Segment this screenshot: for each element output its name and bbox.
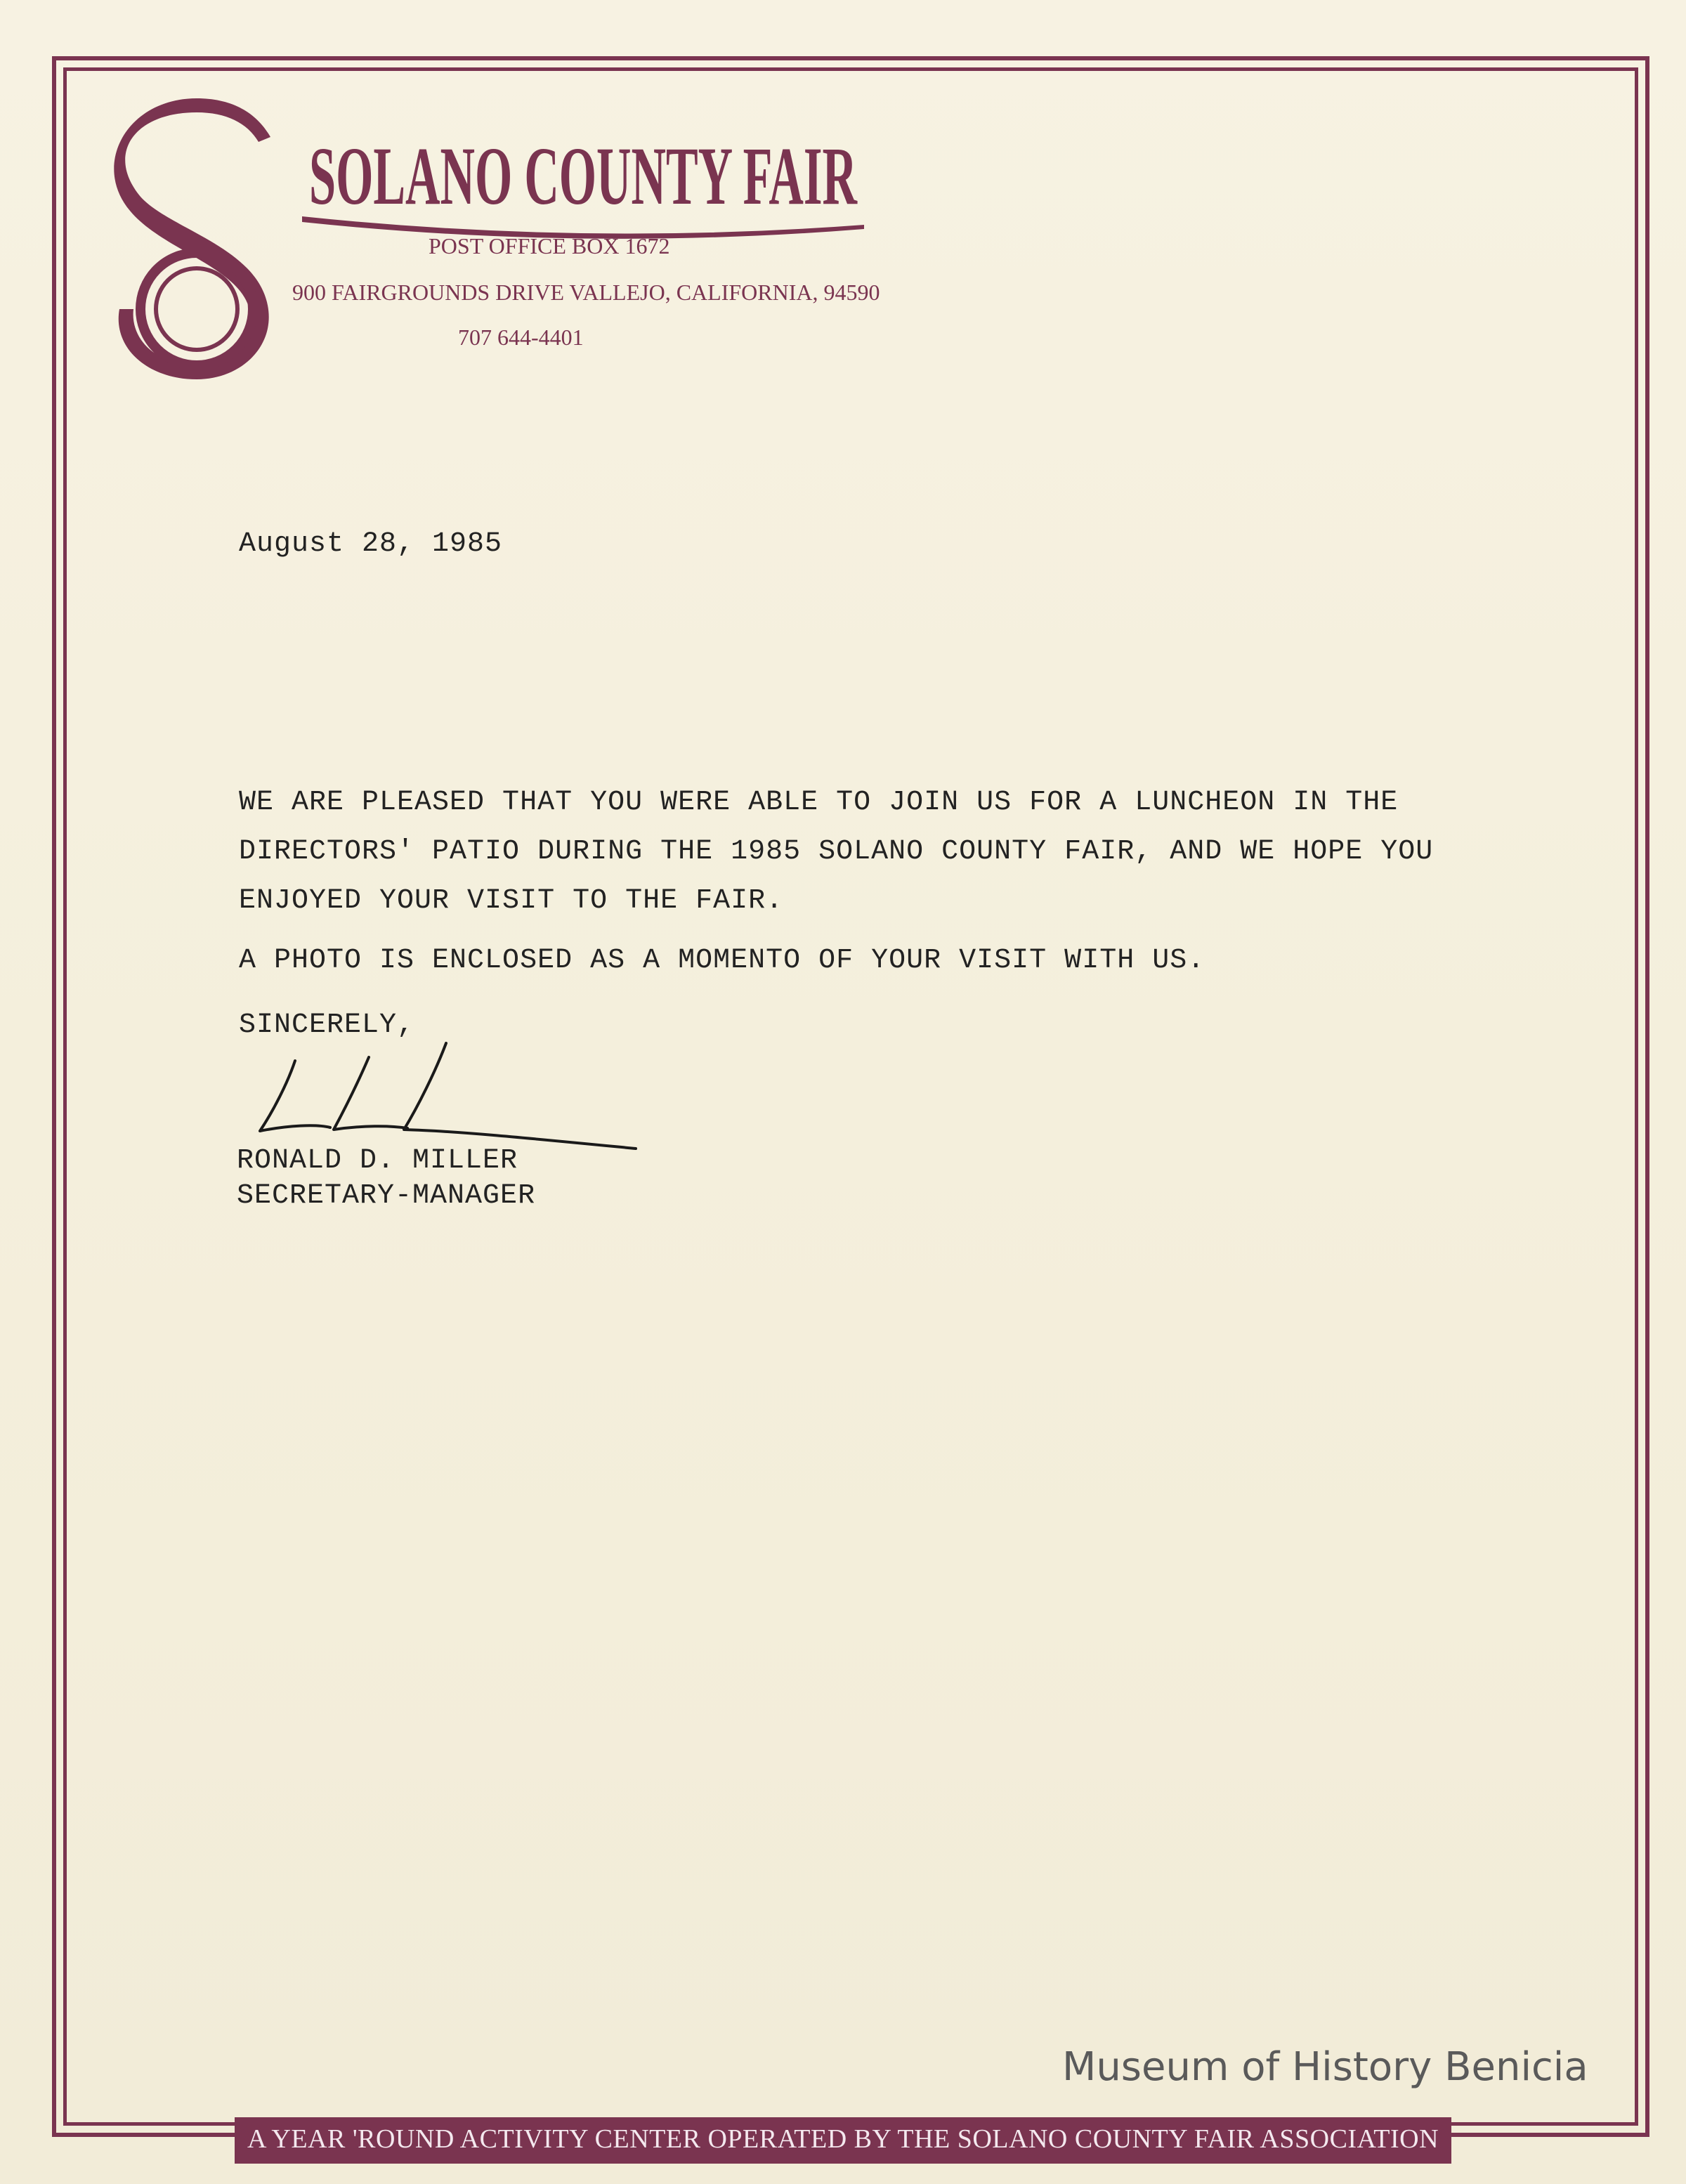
body-paragraph-1 bbox=[239, 778, 1433, 926]
body-line: DIRECTORS' PATIO DURING THE 1985 SOLANO COUNTY FAIR, AND WE HOPE YOU bbox=[239, 836, 1434, 868]
logo-wordmark: SOLANO COUNTY FAIR bbox=[309, 130, 858, 222]
street-address: 900 FAIRGROUNDS DRIVE VALLEJO, CALIFORNIA, 94590 bbox=[292, 280, 880, 305]
museum-watermark: Museum of History Benicia bbox=[1062, 2044, 1588, 2090]
footer-text: A YEAR 'ROUND ACTIVITY CENTER OPERATED BY THE SOLANO COUNTY FAIR ASSOCIATION bbox=[247, 2124, 1439, 2154]
phone-number: 707 644-4401 bbox=[458, 325, 584, 350]
letter-date: August 28, 1985 bbox=[239, 528, 503, 560]
signer-block bbox=[237, 1144, 535, 1214]
signer-name: RONALD D. MILLER bbox=[237, 1145, 518, 1177]
body-paragraph-2: A PHOTO IS ENCLOSED AS A MOMENTO OF YOUR VISIT WITH US. bbox=[239, 945, 1205, 976]
body-line: ENJOYED YOUR VISIT TO THE FAIR. bbox=[239, 885, 784, 917]
closing: SINCERELY, bbox=[239, 1009, 415, 1041]
po-box: POST OFFICE BOX 1672 bbox=[429, 233, 670, 259]
body-line: WE ARE PLEASED THAT YOU WERE ABLE TO JOIN US FOR A LUNCHEON IN THE bbox=[239, 787, 1399, 818]
signer-title: SECRETARY-MANAGER bbox=[237, 1180, 536, 1212]
